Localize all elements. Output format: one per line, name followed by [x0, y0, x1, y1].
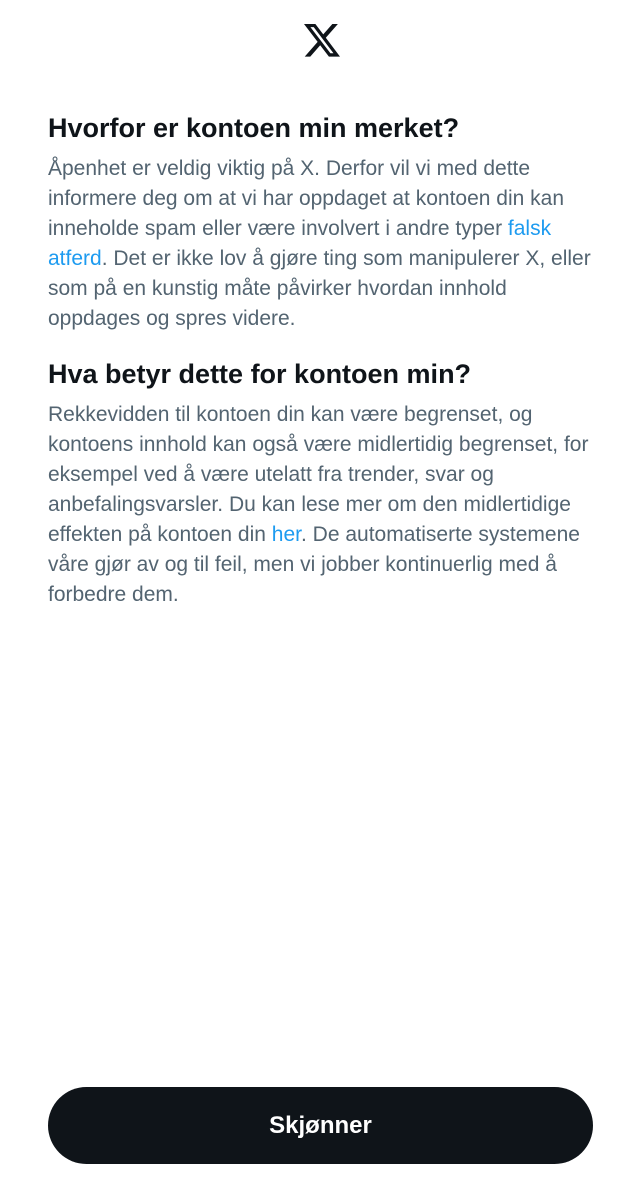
section2-text-before-link: Rekkevidden til kontoen din kan være begrenset, og kontoens innhold kan også være midlertidig begrenset, for eksempel ved å være utelatt fra trender, svar og anbefalingsvarsler. Du kan lese mer om den midlertidige effekten på kontoen din [48, 403, 589, 546]
section1-body [48, 154, 596, 334]
x-logo-icon [304, 24, 340, 57]
section1-text-after-link: . Det er ikke lov å gjøre ting som manipulerer X, eller som på en kunstig måte påvirker hvordan innhold oppdages og spres videre. [48, 247, 591, 330]
main-content [48, 108, 596, 610]
top-bar [0, 0, 641, 84]
section1-heading: Hvorfor er kontoen min merket? [48, 113, 460, 143]
got-it-button[interactable]: Skjønner [48, 1087, 593, 1164]
false-behavior-link[interactable]: falsk atferd [48, 217, 552, 270]
section2-heading: Hva betyr dette for kontoen min? [48, 359, 472, 389]
section2-body [48, 400, 596, 610]
section2-text-after-link: . De automatiserte systemene våre gjør av og til feil, men vi jobber kontinuerlig med å forbedre dem. [48, 523, 580, 606]
read-more-here-link[interactable]: her [271, 523, 301, 546]
section1-text-before-link: Åpenhet er veldig viktig på X. Derfor vil vi med dette informere deg om at vi har oppdaget at kontoen din kan inneholde spam eller være involvert i andre typer [48, 157, 564, 240]
